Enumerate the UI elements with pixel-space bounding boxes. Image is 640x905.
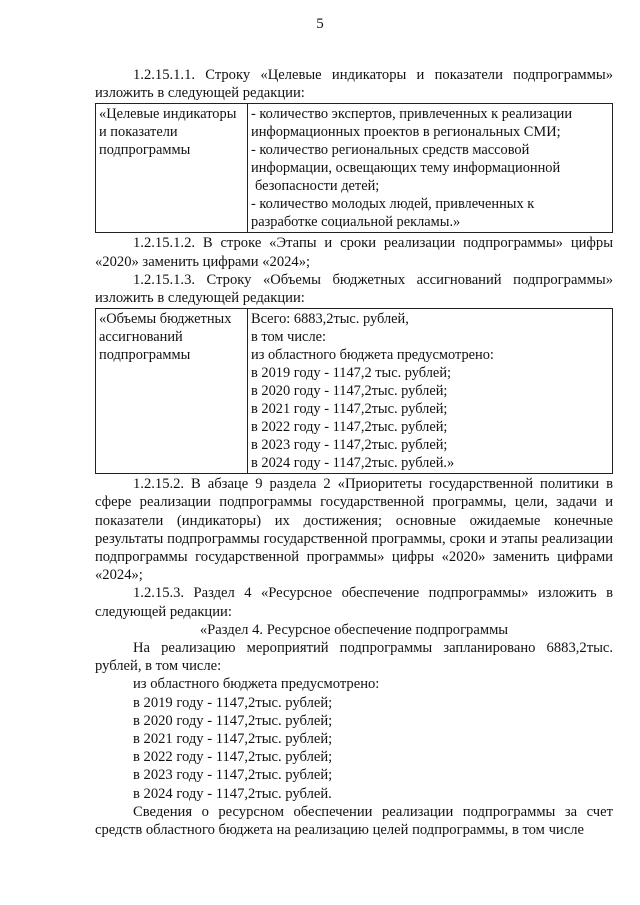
cell-line: разработке социальной рекламы.»	[251, 214, 461, 231]
list-item: в 2021 году - 1147,2тыс. рублей;	[133, 731, 333, 748]
cell-line: информации, освещающих тему информационной	[251, 160, 561, 177]
target-indicators-table	[95, 103, 613, 233]
cell-line: в 2021 году - 1147,2тыс. рублей;	[251, 401, 448, 418]
cell-line: в 2024 году - 1147,2тыс. рублей.»	[251, 455, 455, 472]
paragraph-1-2-15-1-3: 1.2.15.1.3. Строку «Объемы бюджетных ассигнований подпрограммы» изложить в следующей редакции:	[95, 271, 613, 307]
cell-line: Всего: 6883,2тыс. рублей,	[251, 311, 409, 328]
cell-line: ассигнований	[99, 329, 183, 346]
table-row	[96, 309, 613, 474]
cell-line: - количество молодых людей, привлеченных к	[251, 196, 535, 213]
cell-line: «Целевые индикаторы	[99, 106, 237, 123]
list-item: в 2019 году - 1147,2тыс. рублей;	[133, 694, 333, 711]
page-number: 5	[316, 16, 324, 32]
cell-line: безопасности детей;	[255, 178, 380, 195]
paragraph-1-2-15-3: 1.2.15.3. Раздел 4 «Ресурсное обеспечение подпрограммы» изложить в следующей редакции:	[95, 585, 613, 620]
cell-line: в 2023 году - 1147,2тыс. рублей;	[251, 437, 448, 454]
cell-line: подпрограммы	[99, 347, 191, 364]
table-cell-label	[96, 104, 248, 233]
cell-line: в 2019 году - 1147,2 тыс. рублей;	[251, 365, 452, 382]
paragraph-resource-info: Сведения о ресурсном обеспечении реализации подпрограммы за счет средств областного бюджета на реализацию целей подпрограммы, в том числе	[95, 803, 613, 839]
funding-list	[95, 675, 613, 802]
list-item: в 2022 году - 1147,2тыс. рублей;	[133, 749, 333, 766]
cell-line: подпрограммы	[99, 142, 191, 159]
document-body	[95, 66, 613, 839]
cell-line: «Объемы бюджетных	[99, 311, 232, 328]
cell-line: в 2022 году - 1147,2тыс. рублей;	[251, 419, 448, 436]
cell-line: из областного бюджета предусмотрено:	[251, 347, 494, 364]
section-title: «Раздел 4. Ресурсное обеспечение подпрограммы	[199, 621, 509, 638]
paragraph-1-2-15-1-2: 1.2.15.1.2. В строке «Этапы и сроки реализации подпрограммы» цифры «2020» заменить цифрами «2024»;	[95, 235, 613, 270]
cell-line: - количество экспертов, привлеченных к реализации	[251, 106, 573, 123]
list-item: в 2023 году - 1147,2тыс. рублей;	[133, 767, 333, 784]
budget-allocations-table	[95, 308, 613, 474]
paragraph-1-2-15-2: 1.2.15.2. В абзаце 9 раздела 2 «Приоритеты государственной политики в сфере реализации подпрограммы государственной программы, цели, задачи и показатели (индикаторы) их достижения; основные ожидаемые конечные результаты подпрограммы государственной программы, сроки и этапы реализации подпрограммы государственной программы» цифры «2020» заменить цифрами «2024»;	[95, 476, 613, 584]
paragraph-1-2-15-1-1: 1.2.15.1.1. Строку «Целевые индикаторы и показатели подпрограммы» изложить в следующей редакции:	[95, 67, 613, 102]
table-cell-value	[248, 309, 613, 474]
cell-line: в 2020 году - 1147,2тыс. рублей;	[251, 383, 448, 400]
table-cell-label	[96, 309, 248, 474]
cell-line: информационных проектов в региональных СМИ;	[251, 124, 561, 141]
table-row	[96, 104, 613, 233]
cell-line: и показатели	[99, 124, 178, 141]
list-item: в 2020 году - 1147,2тыс. рублей;	[133, 712, 333, 729]
table-cell-value	[248, 104, 613, 233]
cell-line: в том числе:	[251, 329, 327, 346]
cell-line: - количество региональных средств массовой	[251, 142, 530, 159]
list-item: из областного бюджета предусмотрено:	[133, 676, 380, 693]
list-item: в 2024 году - 1147,2тыс. рублей.	[133, 785, 332, 802]
paragraph-funding-intro: На реализацию мероприятий подпрограммы запланировано 6883,2тыс. рублей, в том числе:	[95, 640, 613, 675]
